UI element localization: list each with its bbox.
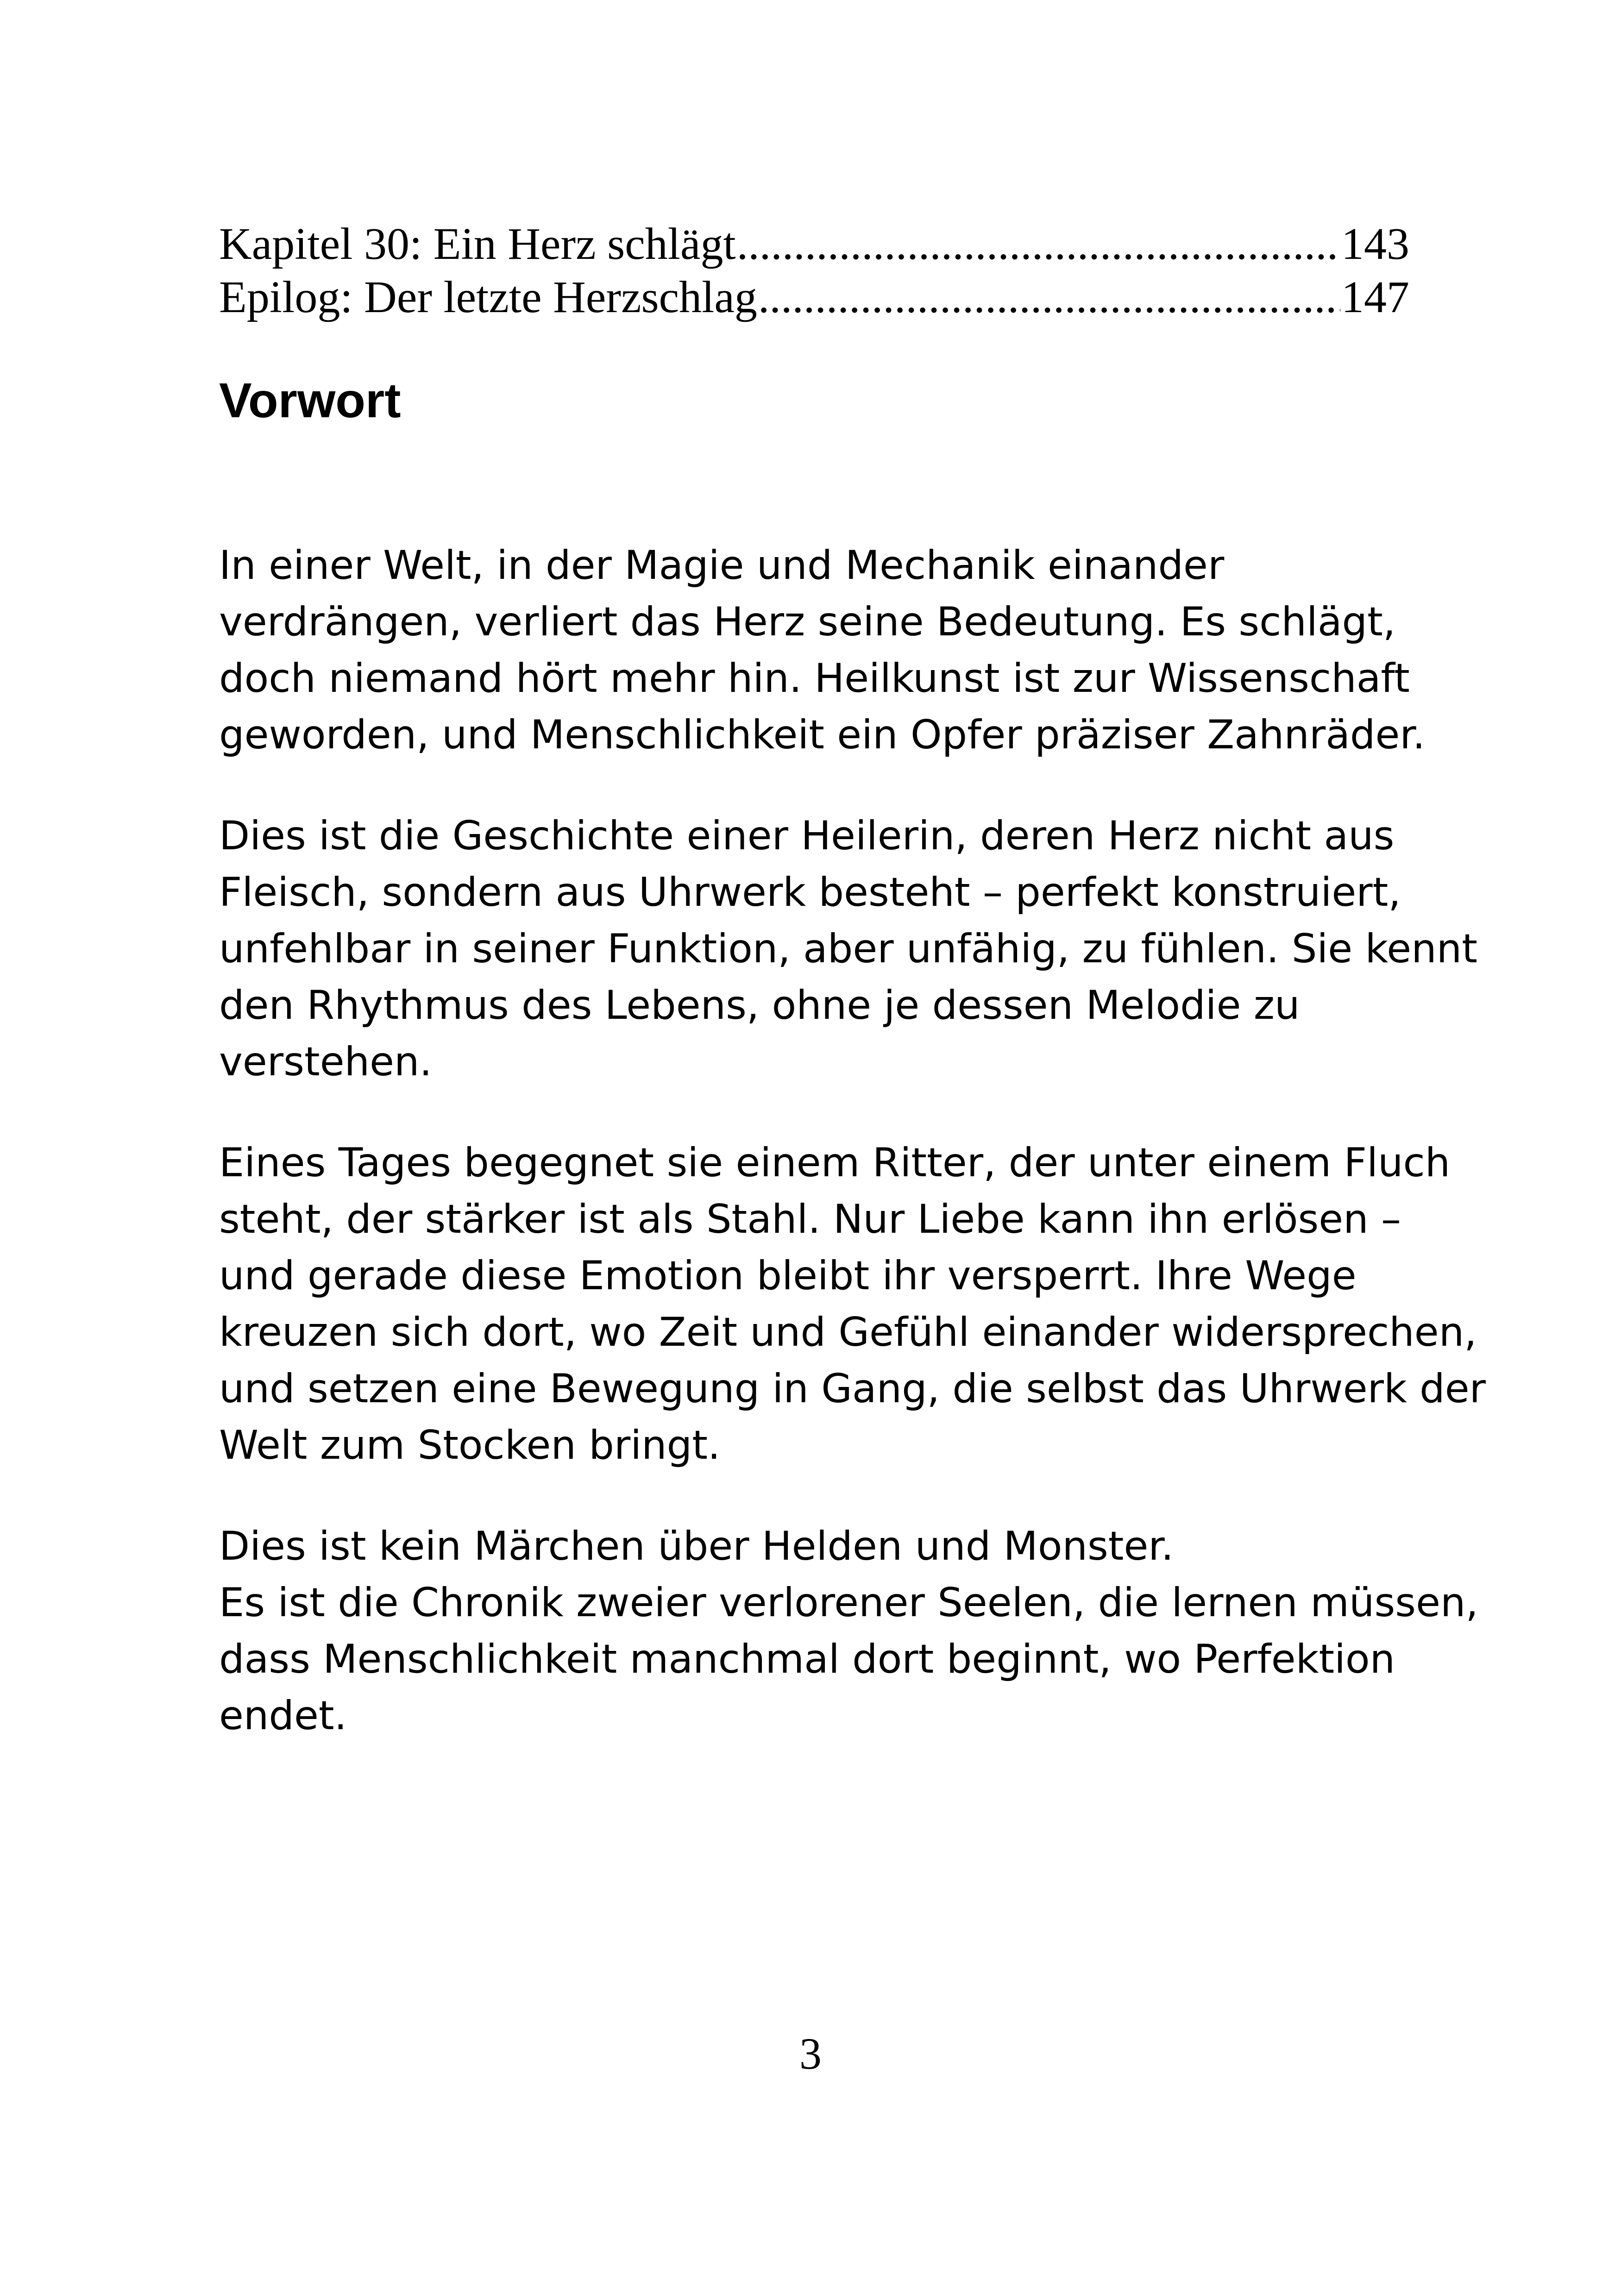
- text-line: Eines Tages begegnet sie einem Ritter, der unter einem Fluch: [219, 1140, 1451, 1186]
- text-line: und setzen eine Bewegung in Gang, die selbst das Uhrwerk der: [219, 1366, 1486, 1412]
- text-line: verdrängen, verliert das Herz seine Bedeutung. Es schlägt,: [219, 599, 1396, 645]
- text-line: Welt zum Stocken bringt.: [219, 1422, 721, 1468]
- text-line: geworden, und Menschlichkeit ein Opfer präziser Zahnräder.: [219, 712, 1426, 758]
- toc-dot-leader: [758, 271, 1340, 324]
- text-line: unfehlbar in seiner Funktion, aber unfähig, zu fühlen. Sie kennt: [219, 926, 1477, 972]
- toc-dot-leader: [737, 218, 1340, 271]
- toc-entry: [219, 218, 1409, 271]
- toc-entry-page: 147: [1341, 272, 1409, 322]
- table-of-contents: [219, 218, 1409, 324]
- text-line: dass Menschlichkeit manchmal dort beginnt, wo Perfektion: [219, 1636, 1395, 1682]
- toc-entry-title: Kapitel 30: Ein Herz schlägt: [219, 219, 736, 269]
- text-line: Dies ist die Geschichte einer Heilerin, deren Herz nicht aus: [219, 813, 1395, 859]
- paragraph: [219, 1135, 1486, 1474]
- toc-entry: [219, 271, 1409, 324]
- text-line: Dies ist kein Märchen über Helden und Monster.: [219, 1523, 1174, 1569]
- text-line: doch niemand hört mehr hin. Heilkunst ist zur Wissenschaft: [219, 655, 1410, 702]
- text-line: und gerade diese Emotion bleibt ihr versperrt. Ihre Wege: [219, 1253, 1357, 1299]
- text-line: kreuzen sich dort, wo Zeit und Gefühl einander widersprechen,: [219, 1309, 1477, 1355]
- text-line: Es ist die Chronik zweier verlorener Seelen, die lernen müssen,: [219, 1580, 1478, 1626]
- paragraph: [219, 1518, 1478, 1744]
- text-line: verstehen.: [219, 1039, 432, 1085]
- page-number: 3: [799, 2029, 822, 2078]
- text-line: In einer Welt, in der Magie und Mechanik einander: [219, 542, 1225, 589]
- toc-entry-title: Epilog: Der letzte Herzschlag: [219, 272, 757, 322]
- paragraph: [219, 808, 1477, 1090]
- section-heading: Vorwort: [219, 373, 401, 428]
- text-line: steht, der stärker ist als Stahl. Nur Liebe kann ihn erlösen –: [219, 1196, 1401, 1242]
- text-line: Fleisch, sondern aus Uhrwerk besteht – perfekt konstruiert,: [219, 869, 1401, 916]
- text-line: endet.: [219, 1693, 347, 1739]
- text-line: den Rhythmus des Lebens, ohne je dessen Melodie zu: [219, 982, 1300, 1029]
- toc-entry-page: 143: [1341, 219, 1409, 269]
- paragraph: [219, 537, 1442, 763]
- preface-body: [219, 537, 1486, 1788]
